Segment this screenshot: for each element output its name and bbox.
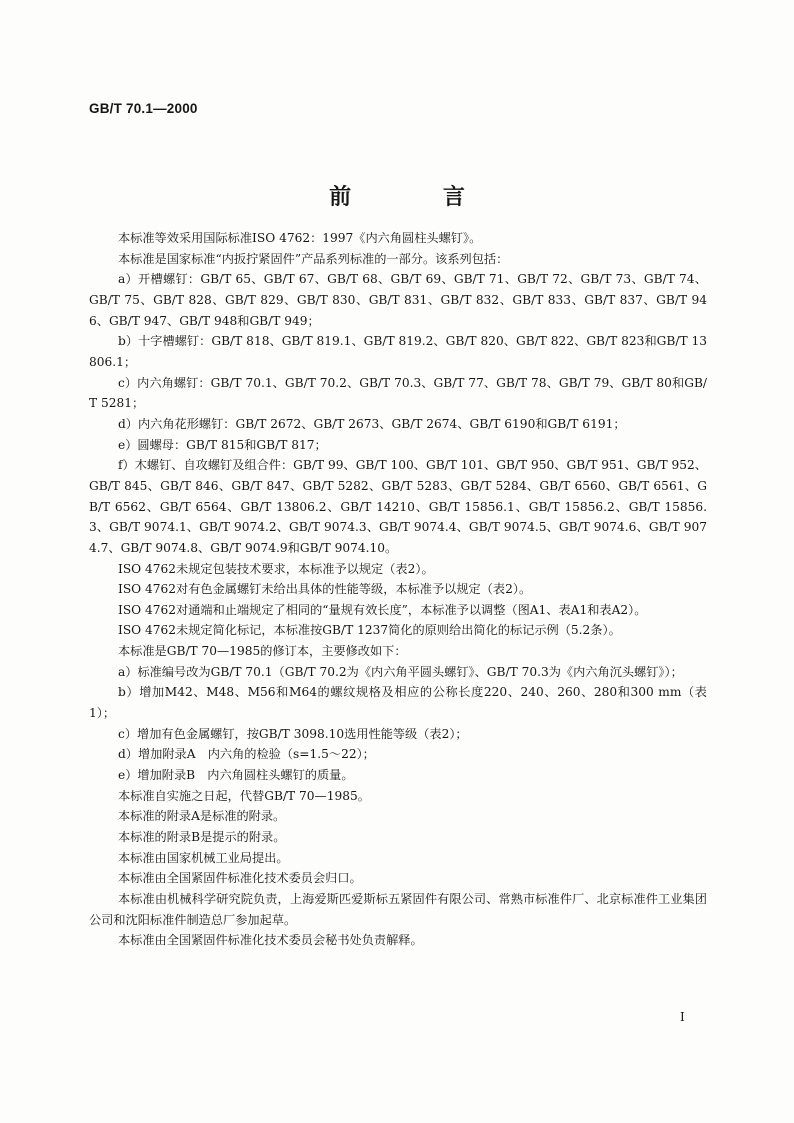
paragraph: 本标准自实施之日起，代替GB/T 70—1985。 <box>118 788 370 803</box>
paragraph: 本标准的附录B是提示的附录。 <box>118 830 286 845</box>
page-number: I <box>680 1010 685 1024</box>
paragraph: 本标准由全国紧固件标准化技术委员会归口。 <box>118 871 362 886</box>
paragraph: b）十字槽螺钉：GB/T 818、GB/T 819.1、GB/T 819.2、GB/T 820、GB/T 822、GB/T 823和GB/T 13806.1； <box>89 334 707 369</box>
paragraph: ISO 4762未规定包装技术要求，本标准予以规定（表2）。 <box>118 561 434 576</box>
paragraph: ISO 4762对有色金属螺钉未给出具体的性能等级，本标准予以规定（表2）。 <box>118 582 532 597</box>
paragraph: f）木螺钉、自攻螺钉及组合件：GB/T 99、GB/T 100、GB/T 101、GB/T 950、GB/T 951、GB/T 952、GB/T 845、GB/T 846、GB/T 847、GB/T 5282、GB/T 5283、GB/T 5284、GB/T 6560、GB/T 6561、GB/T 6562、GB/T 6564、GB/T 13806.2、GB/T 14210、GB/T 15856.1、GB/T 15856.2、GB/T 15856.3、GB/T 9074.1、GB/T 9074.2、GB/T 9074.3、GB/T 9074.4、GB/T 9074.5、GB/T 9074.6、GB/T 9074.7、GB/T 9074.8、GB/T 9074.9和GB/T 9074.10。 <box>89 458 707 555</box>
paragraph: a）标准编号改为GB/T 70.1（GB/T 70.2为《内六角平圆头螺钉》、GB/T 70.3为《内六角沉头螺钉》）； <box>118 664 683 679</box>
paragraph: 本标准由机械科学研究院负责，上海爱斯匹爱斯标五紧固件有限公司、常熟市标准件厂、北京标准件工业集团公司和沈阳标准件制造总厂参加起草。 <box>89 892 707 927</box>
paragraph: d）内六角花形螺钉：GB/T 2672、GB/T 2673、GB/T 2674、GB/T 6190和GB/T 6191； <box>118 416 626 431</box>
paragraph: a）开槽螺钉：GB/T 65、GB/T 67、GB/T 68、GB/T 69、GB/T 71、GB/T 72、GB/T 73、GB/T 74、GB/T 75、GB/T 828、GB/T 829、GB/T 830、GB/T 831、GB/T 832、GB/T 833、GB/T 837、GB/T 946、GB/T 947、GB/T 948和GB/T 949； <box>89 272 707 328</box>
paragraph: ISO 4762对通端和止端规定了相同的“量规有效长度”，本标准予以调整（图A1、表A1和表A2）。 <box>118 602 647 617</box>
paragraph: 本标准由国家机械工业局提出。 <box>118 850 289 865</box>
paragraph: 本标准是国家标准“内扳拧紧固件”产品系列标准的一部分。该系列包括： <box>118 251 509 266</box>
paragraph: e）增加附录B 内六角圆柱头螺钉的质量。 <box>118 768 354 783</box>
paragraph: 本标准是GB/T 70—1985的修订本，主要修改如下： <box>118 644 407 659</box>
standard-code: GB/T 70.1—2000 <box>89 101 198 116</box>
paragraph: c）增加有色金属螺钉，按GB/T 3098.10选用性能等级（表2）； <box>118 726 468 741</box>
paragraph: 本标准由全国紧固件标准化技术委员会秘书处负责解释。 <box>118 933 423 948</box>
foreword-body <box>89 228 707 951</box>
page-title: 前 言 <box>329 184 507 210</box>
paragraph: ISO 4762未规定简化标记，本标准按GB/T 1237简化的原则给出简化的标记示例（5.2条）。 <box>118 623 621 638</box>
paragraph: d）增加附录A 内六角的检验（s=1.5～22）； <box>118 747 375 762</box>
paragraph: e）圆螺母：GB/T 815和GB/T 817； <box>118 437 327 452</box>
paragraph: c）内六角螺钉：GB/T 70.1、GB/T 70.2、GB/T 70.3、GB/T 77、GB/T 78、GB/T 79、GB/T 80和GB/T 5281； <box>89 375 707 411</box>
paragraph: 本标准的附录A是标准的附录。 <box>118 809 286 824</box>
paragraph: b）增加M42、M48、M56和M64的螺纹规格及相应的公称长度220、240、260、280和300 mm（表1）； <box>89 685 707 721</box>
paragraph: 本标准等效采用国际标准ISO 4762：1997《内六角圆柱头螺钉》。 <box>118 231 482 245</box>
